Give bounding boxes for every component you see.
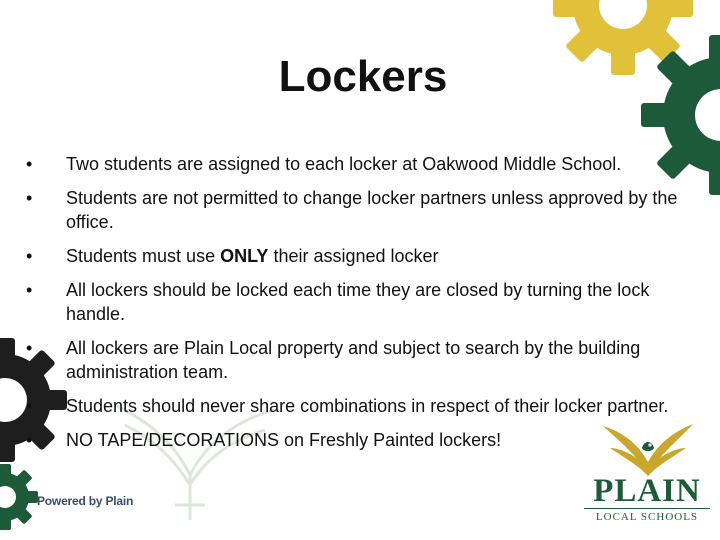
bullet-symbol: •	[26, 280, 33, 300]
bullet-symbol: •	[26, 396, 33, 416]
small-green-gear-icon	[0, 462, 40, 532]
bullet-symbol: •	[26, 246, 33, 266]
slide-title: Lockers	[278, 52, 448, 101]
eagle-icon	[598, 418, 698, 478]
bullet-text: All lockers should be locked each time they are closed by turning the lock handle.	[66, 280, 650, 324]
bullet-symbol: •	[26, 430, 33, 450]
bullet-text-before: Students must use	[66, 246, 221, 266]
logo-name: PLAIN	[593, 473, 701, 509]
bullet-symbol: •	[26, 338, 33, 358]
bullet-item	[26, 152, 696, 176]
plain-local-schools-logo	[584, 418, 710, 522]
bullet-text: Two students are assigned to each locker at Oakwood Middle School.	[66, 154, 622, 174]
bullet-text: Students should never share combinations in respect of their locker partner.	[66, 396, 669, 416]
bullet-text: Students are not permitted to change locker partners unless approved by the office.	[66, 188, 678, 232]
powered-by-label: Powered by Plain	[37, 494, 134, 508]
bullet-item	[26, 278, 696, 326]
bullet-item	[26, 336, 696, 384]
bullet-emphasis: ONLY	[220, 246, 269, 266]
bullet-text-after: their assigned locker	[268, 246, 439, 266]
bullet-symbol: •	[26, 154, 33, 174]
bullet-item	[26, 186, 696, 234]
bullet-item	[26, 394, 696, 418]
bullet-symbol: •	[26, 188, 33, 208]
bullet-list	[26, 152, 696, 462]
logo-subtitle: LOCAL SCHOOLS	[584, 508, 710, 523]
bullet-item	[26, 244, 696, 268]
bullet-text: All lockers are Plain Local property and subject to search by the building administration team.	[66, 338, 641, 382]
bullet-text: NO TAPE/DECORATIONS on Freshly Painted lockers!	[66, 430, 502, 450]
